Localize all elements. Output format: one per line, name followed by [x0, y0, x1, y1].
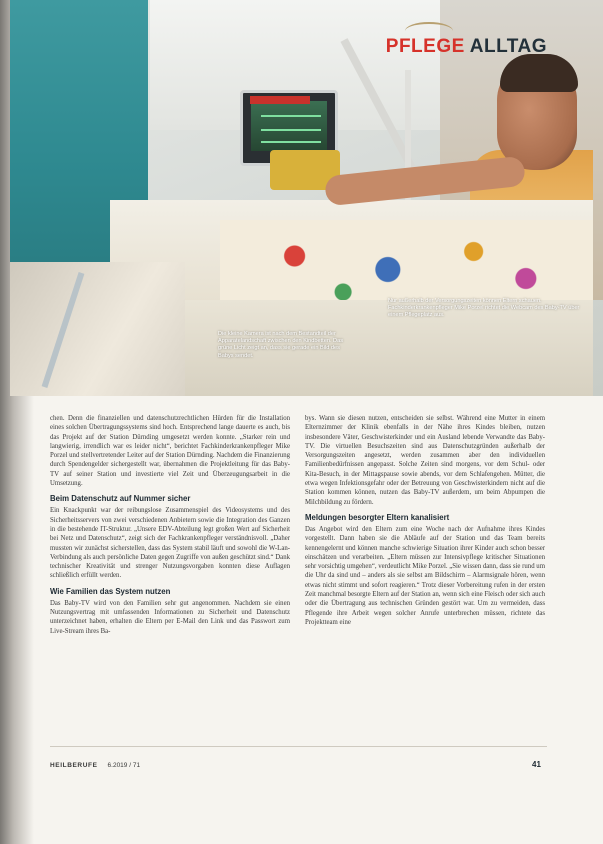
- paragraph: Ein Knackpunkt war der reibungslose Zusammenspiel des Videosystems und des Sicherheitsservers von zwei verschiedenen Anbietern sowie die Integration des Ganzen in die bestehende IT-Struktur. „Unsere EDV-Abteilung legt großen Wert auf Sicherheit bei Netz und Datenschutz“, zeigt sich der Fachkrankenpfleger verständnisvoll. „Daher mussten wir zunächst sicherstellen, dass das System stabil läuft und sowohl die W-Lan-Verbindung als auch persönliche Daten gegen Zugriffe von außen geschützt sind.“ Dank technischer Kreativität und strenger Nutzungsvorgaben konnten diese Auflagen schließlich erfüllt werden.: [50, 507, 290, 580]
- footer-publication: [50, 762, 140, 769]
- footer-magazine-name: HEILBERUFE: [50, 762, 98, 769]
- article-column-right: [305, 414, 545, 627]
- header-word-1: PFLEGE: [385, 36, 465, 57]
- photo-blanket: [220, 220, 593, 310]
- header-word-2: ALLTAG: [469, 36, 547, 57]
- paragraph: bys. Wann sie diesen nutzen, entscheiden sie selbst. Während eine Mutter in einem Elternzimmer der Klinik ebenfalls in der Nähe ihres Kindes bleiben, nutzen insbesondere Väter, Geschwisterkinder und ein Ausland lebende Verwandte das Baby-TV. Die virtuellen Besuchszeiten sind aus Datenschutzgründen außerhalb der Versorgungszeiten angesetzt, werden zusammen aber den individuellen Familienbedürfnissen angepasst. Solche Zeiten sind morgens, vor dem Schul- oder Kita-Besuch, in der Mittagspause sowie abends, vor dem Schlafengehen. Mütter, die etwa wegen Infektionsgefahr oder der Betreuung von Geschwisterkindern nicht auf die Station kommen können, nutzen das Baby-TV außerdem, um beim Abpumpen die Milchbildung zu fördern.: [305, 415, 545, 506]
- subheading: Meldungen besorgter Eltern kanalisiert: [305, 512, 450, 522]
- section-header: [386, 36, 547, 58]
- subheading: Wie Familien das System nutzen: [50, 586, 171, 596]
- footer-divider: [50, 746, 547, 747]
- paragraph: chen. Denn die finanziellen und datenschutzrechtlichen Hürden für die Installation eines solchen Übertragungssystems sind hoch. Entsprechend lange dauerte es auch, bis das Projekt auf der Station Dürnding umgesetzt werden konnte. „Starker rein und langwierig, irrendlich war es leider nicht“, berichtet Fachkinderkrankenpfleger Mike Porzel und stellvertretender Leiter auf der Station Dürnding. Nachdem die Finanzierung durch Spendengelder sichergestellt war, übernahmen die Projektleitung für das Baby-TV auf seiner Station und investierte viel Zeit und Überzeugungsarbeit in die Umsetzung.: [50, 415, 290, 488]
- monitor-trace: [261, 129, 321, 131]
- photo-inset: [10, 262, 185, 396]
- footer-issue: 6.2019 / 71: [107, 762, 141, 769]
- paragraph: Das Baby-TV wird von den Familien sehr gut angenommen. Nachdem sie einen Nutzungsvertrag mit umfassenden Informationen zu Sicherheit und Datenschutz unterzeichnet haben, erhalten die Eltern per E-Mail den Link und das Passwort zum Live-Stream ihres Ba-: [50, 599, 290, 635]
- page-number: 41: [532, 760, 541, 769]
- photo-monitor-screen: [251, 101, 327, 151]
- photo-monitor-alarm: [250, 96, 310, 104]
- monitor-trace: [261, 141, 321, 143]
- photo-caption-1: Die kleine Kamera ist nach dem Bestandteil der Apparatelandschaft zwischen den Kindbetten. Das grüne Licht zeigt an, dass sie gerade ein Bild des Babys sendet.: [218, 331, 344, 359]
- article-column-left: [50, 414, 290, 636]
- subheading: Beim Datenschutz auf Nummer sicher: [50, 494, 191, 504]
- photo-nurse-hair: [500, 54, 578, 92]
- paragraph: Das Angebot wird den Eltern zum eine Woche nach der Aufnahme ihres Kindes vorgestellt. Dann haben sie die Abläufe auf der Station und das Team bereits kennengelernt und können manche schwierige Situation ihrer Kinder auch schon besser einschätzen und verarbeiten. „Eltern müssen zur Intensivpflege kritischer Situationen sehr vorsichtig umgehen“, verdeutlicht Mike Porzel. „Sie wissen dann, dass sie rund um die Uhr da sind und – anders als sie selbst am Bildschirm – Alarmsignale hören, wenn etwas nicht stimmt und sofort reagieren.“ Trotz dieser Vorbereitung rufen in der ersten Zeit manchmal besorgte Eltern auf der Station an, wenn sich eine Fleisch oder sich auch oder die Übertragung aus technischen Gründen gestört war. Um zu vermeiden, dass Pflegende ihre Arbeit wegen solcher Anrufe unterbrechen müssen, richtete das Projektteam eine: [305, 525, 545, 626]
- photo-caption-2: Nur außerhalb der Versorgungszeiten können Eltern schauen. Fachkinderkrankenpfleger Mike Porzel richtet die Webcam des Baby-TV über einem Pflegeplatz aus.: [388, 298, 580, 319]
- monitor-trace: [261, 115, 321, 117]
